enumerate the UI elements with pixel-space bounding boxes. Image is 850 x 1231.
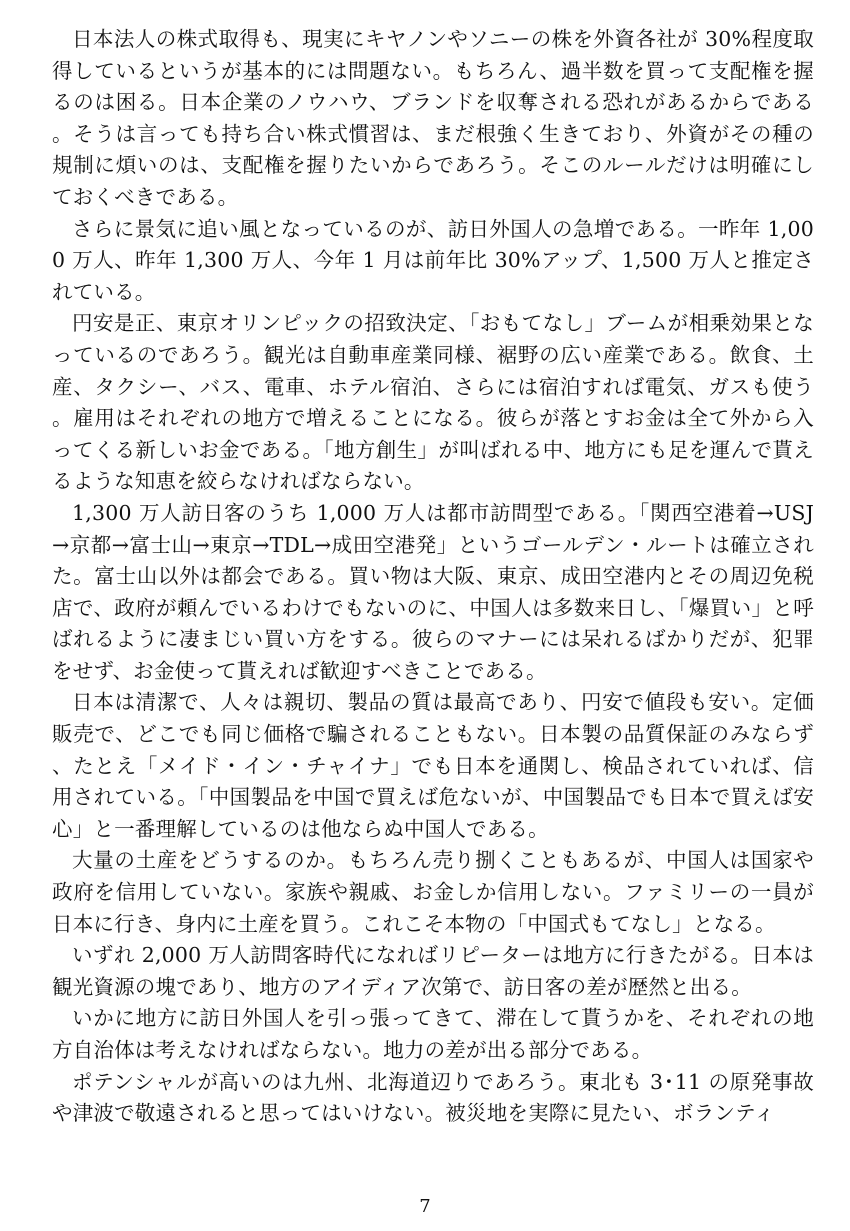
paragraph-souvenirs: 大量の土産をどうするのか。もちろん売り捌くこともあるが、中国人は国家や政府を信用していない。家族や親戚、お金しか信用しない。ファミリーの一員が日本に行き、身内に土産を買う。これこそ本物の「中国式もてなし」となる。 [52, 848, 814, 936]
paragraph-potential-regions: ポテンシャルが高いのは九州、北海道辺りであろう。東北も 3･11 の原発事故や津波で敬遠されると思ってはいけない。被災地を実際に見たい、ボランティ [52, 1069, 814, 1126]
paragraph-tourism-industry: 円安是正、東京オリンピックの招致決定、「おもてなし」ブームが相乗効果となっているのであろう。観光は自動車産業同様、裾野の広い産業である。飲食、土産、タクシー、バス、電車、ホテル宿泊、さらには宿泊すれば電気、ガスも使う。雇用はそれぞれの地方で増えることになる。彼らが落とすお金は全て外から入ってくる新しいお金である。「地方創生」が叫ばれる中、地方にも足を運んで貰えるような知恵を絞らなければならない。 [52, 311, 814, 494]
paragraph-local-governments: いかに地方に訪日外国人を引っ張ってきて、滞在して貰うかを、それぞれの地方自治体は考えなければならない。地力の差が出る部分である。 [52, 1006, 814, 1062]
page-number: 7 [419, 1196, 431, 1217]
paragraph-repeaters: いずれ 2,000 万人訪問客時代になればリピーターは地方に行きたがる。日本は観光資源の塊であり、地方のアイディア次第で、訪日客の差が歴然と出る。 [52, 943, 814, 999]
paragraph-foreign-ownership: 日本法人の株式取得も、現実にキヤノンやソニーの株を外資各社が 30%程度取得しているというが基本的には問題ない。もちろん、過半数を買って支配権を握るのは困る。日本企業のノウハウ、ブランドを収奪される恐れがあるからである。そうは言っても持ち合い株式慣習は、まだ根強く生きており、外資がその種の規制に煩いのは、支配権を握りたいからであろう。そこのルールだけは明確にしておくべきである。 [52, 27, 814, 209]
document-body [52, 24, 814, 1130]
paragraph-golden-route: 1,300 万人訪日客のうち 1,000 万人は都市訪問型である。「関西空港着→USJ→京都→富士山→東京→TDL→成田空港発」というゴールデン・ルートは確立された。富士山以外は都会である。買い物は大阪、東京、成田空港内とその周辺免税店で、政府が頼んでいるわけでもないのに、中国人は多数来日し、「爆買い」と呼ばれるように凄まじい買い方をする。彼らのマナーには呆れるばかりだが、犯罪をせず、お金使って貰えれば歓迎すべきことである。 [52, 500, 814, 683]
paragraph-tourist-increase: さらに景気に追い風となっているのが、訪日外国人の急増である。一昨年 1,000 万人、昨年 1,300 万人、今年 1 月は前年比 30%アップ、1,500 万人と推定されている。 [52, 216, 814, 304]
paragraph-japan-quality: 日本は清潔で、人々は親切、製品の質は最高であり、円安で値段も安い。定価販売で、どこでも同じ価格で騙されることもない。日本製の品質保証のみならず、たとえ「メイド・イン・チャイナ」でも日本を通関し、検品されていれば、信用されている。「中国製品を中国で買えば危ないが、中国製品でも日本で買えば安心」と一番理解しているのは他ならぬ中国人である。 [52, 690, 814, 841]
